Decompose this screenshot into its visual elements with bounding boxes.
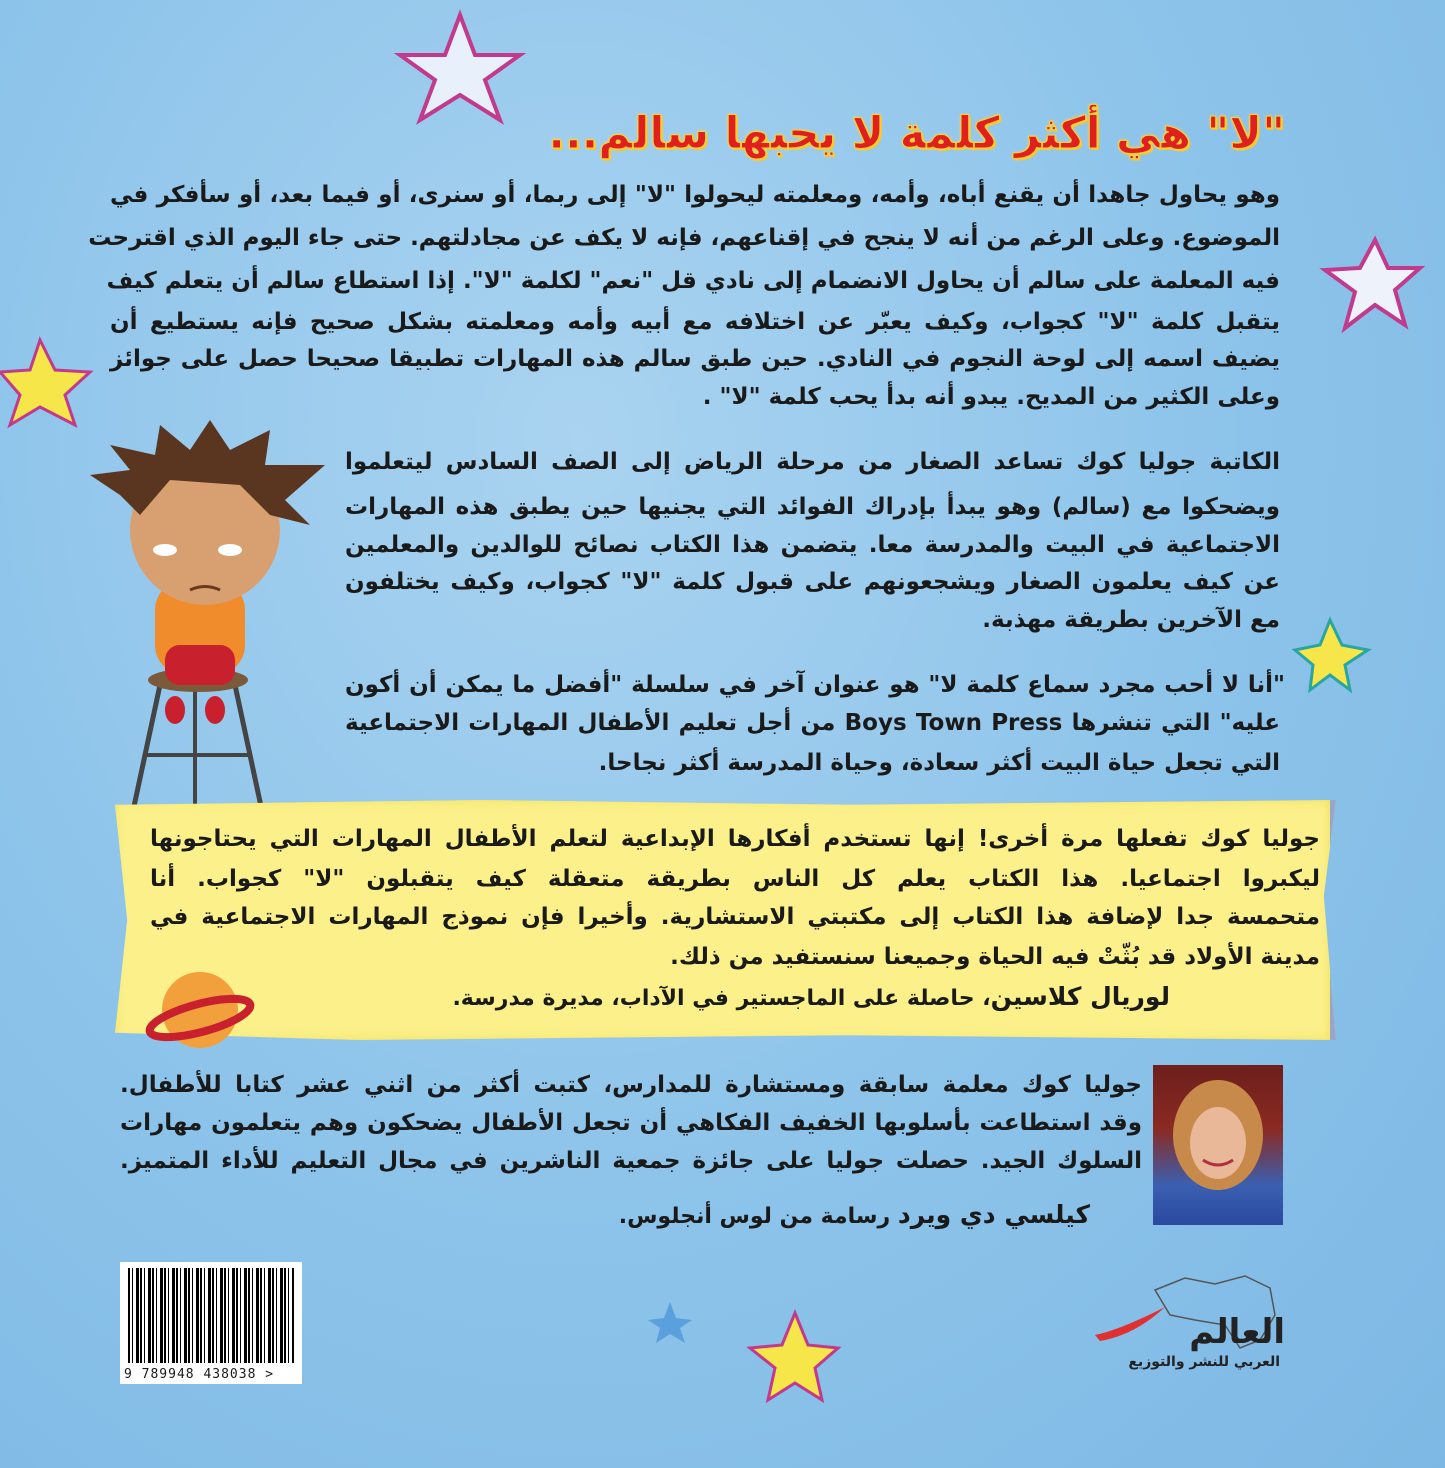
publisher-subtitle: العربي للنشر والتوزيع [1128, 1354, 1280, 1370]
star-icon [648, 1302, 692, 1343]
text-line: متحمسة جدا لإضافة هذا الكتاب إلى مكتبتي الاستشارية. وأخيرا فإن نموذج المهارات الاجتماعية في [150, 904, 1320, 930]
text-line: وهو يحاول جاهدا أن يقنع أباه، وأمه، ومعلمته ليحولوا "لا" إلى ربما، أو سنرى، أو فيما بعد، أو سأفكر في [110, 182, 1280, 208]
author-portrait [1153, 1065, 1283, 1225]
text-line: عن كيف يعلمون الصغار ويشجعونهم على قبول كلمة "لا" كجواب، وكيف يختلفون [345, 569, 1280, 595]
text-line: الموضوع. وعلى الرغم من أنه لا ينجح في إقناعهم، فإنه لا يكف عن مجادلتهم. حتى جاء اليوم الذي اقترحت [88, 225, 1280, 251]
text-line: وقد استطاعت بأسلوبها الخفيف الفكاهي أن تجعل الأطفال يضحكون وهم يتعلمون مهارات [120, 1110, 1142, 1136]
barcode-bars [128, 1268, 294, 1363]
text-line: الاجتماعية في البيت والمدرسة معا. يتضمن هذا الكتاب نصائح للوالدين والمعلمين [345, 532, 1280, 558]
publisher-name: العالم [1189, 1312, 1285, 1352]
illustrator-description: رسامة من لوس أنجلوس. [618, 1204, 898, 1229]
text-line: ويضحكوا مع (سالم) وهو يبدأ بإدراك الفوائد التي يجنيها حين يطبق هذه المهارات [345, 494, 1280, 520]
reviewer-title: ، حاصلة على الماجستير في الآداب، مديرة مدرسة. [452, 986, 991, 1011]
isbn-number: 9 789948 438038 > [124, 1367, 275, 1382]
star-icon [750, 1313, 838, 1400]
text-line: الكاتبة جوليا كوك تساعد الصغار من مرحلة الرياض إلى الصف السادس ليتعلموا [345, 449, 1280, 475]
text-line: مدينة الأولاد قد بُثّتْ فيه الحياة وجميعنا سنستفيد من ذلك. [670, 944, 1320, 970]
text-line: يتقبل كلمة "لا" كجواب، وكيف يعبّر عن اختلافه مع أبيه وأمه ومعلمته بشكل صحيح فإنه يستطيع أن [110, 309, 1280, 335]
author-photo [1153, 1065, 1283, 1225]
star-icon [0, 340, 90, 425]
text-line: وعلى الكثير من المديح. يبدو أنه بدأ يحب كلمة "لا" . [702, 384, 1280, 410]
text-line: التي تجعل حياة البيت أكثر سعادة، وحياة المدرسة أكثر نجاحا. [598, 750, 1280, 776]
swoosh-icon [1090, 1305, 1170, 1345]
illustrator-credit [120, 1198, 1090, 1232]
publisher-logo [1085, 1270, 1290, 1380]
text-line: جوليا كوك تفعلها مرة أخرى! إنها تستخدم أفكارها الإبداعية لتعلم الأطفال المهارات التي يحتاجونها [150, 826, 1320, 852]
star-icon [400, 15, 520, 120]
star-icon [1295, 620, 1368, 690]
text-line: مع الآخرين بطريقة مهذبة. [982, 607, 1280, 633]
text-line: السلوك الجيد. حصلت جوليا على جائزة جمعية الناشرين في مجال التعليم للأداء المتميز. [120, 1148, 1142, 1174]
text-line: فيه المعلمة على سالم أن يحاول الانضمام إلى نادي قل "نعم" لكلمة "لا". إذا استطاع سالم أن يتعلم كيف [106, 268, 1280, 294]
headline: "لا" هي أكثر كلمة لا يحبها سالم... [548, 108, 1285, 159]
text-line: ليكبروا اجتماعيا. هذا الكتاب يعلم كل الناس بطريقة متعقلة كيف يتقبلون "لا" كجواب. أنا [150, 866, 1320, 892]
illustrator-name: كيلسي دي ويرد [897, 1200, 1090, 1229]
star-icon [1325, 240, 1420, 328]
text-line: عليه" التي تنشرها Boys Town Press من أجل تعليم الأطفال المهارات الاجتماعية [345, 710, 1280, 736]
text-line: جوليا كوك معلمة سابقة ومستشارة للمدارس، كتبت أكثر من اثني عشر كتابا للأطفال. [120, 1072, 1142, 1098]
isbn-barcode [120, 1262, 302, 1384]
reviewer-name: لوريال كلاسين [990, 982, 1170, 1011]
reviewer-signature [150, 980, 1170, 1014]
boy-on-stool-illustration [70, 415, 350, 835]
text-line: "أنا لا أحب مجرد سماع كلمة لا" هو عنوان آخر في سلسلة "أفضل ما يمكن أن أكون [345, 672, 1285, 698]
text-line: يضيف اسمه إلى لوحة النجوم في النادي. حين طبق سالم هذه المهارات تطبيقا صحيحا حصل على جوائز [110, 346, 1280, 372]
